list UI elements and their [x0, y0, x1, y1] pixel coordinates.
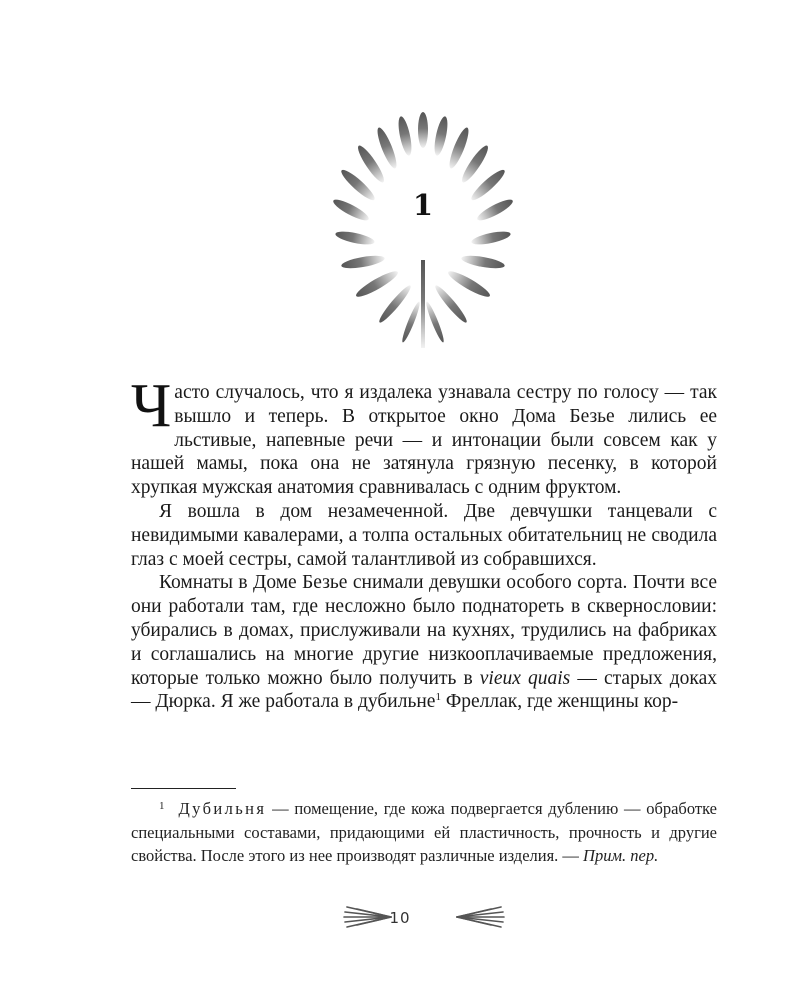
peacock-feather-ornament-icon	[325, 110, 521, 350]
paragraph: Я вошла в дом незамеченной. Две девчушки танцевали с невидимыми кавалерами, а толпа остальных обитательниц не сводила глаз с моей сестры, самой талантливой из собравшихся.	[131, 500, 717, 570]
page-number: 10	[389, 909, 411, 927]
translator-note: Прим. пер.	[583, 846, 659, 865]
footnote-body: — помещение, где кожа подвергается дублению — обработке специальными составами, придающими ей пластичность, прочность и другие свойства. После этого из нее производят различные изделия. —	[131, 799, 717, 865]
fan-ornament-icon	[453, 905, 505, 929]
body-text	[131, 372, 717, 714]
italic-phrase: vieux quais	[479, 667, 571, 689]
footnote	[131, 795, 717, 868]
paragraph-text: Фреллак, где женщины кор-	[440, 691, 679, 713]
paragraph-text: Комнаты в Доме Безье снимали девушки особого сорта. Почти все они работали там, где несложно было поднатореть в сквернословии: убирались в домах, прислуживали на кухнях, трудились на фабриках и соглашались на многие другие низкооплачиваемые предложения, которые только можно было получить в	[131, 572, 717, 689]
footnote-marker: 1	[159, 800, 165, 812]
footnote-text	[131, 795, 717, 868]
paragraph-text: асто случалось, что я издалека узнавала сестру по голосу — так вышло и теперь. В открытое окно Дома Безье лились ее льстивые, напевные речи — и интонации были совсем как у нашей мамы, пока она не затянула грязную песенку, в которой хрупкая мужская анатомия сравнивалась с одним фруктом.	[131, 382, 717, 499]
page-footer	[0, 901, 800, 941]
footnote-divider	[131, 788, 236, 789]
paragraph-text: — старых доках — Дюрка. Я же работала в дубильне	[131, 667, 717, 713]
paragraph	[131, 571, 717, 714]
footnote-reference[interactable]: 1	[435, 691, 441, 704]
paragraph	[131, 372, 717, 500]
footnote-term: Дубильня	[178, 799, 267, 818]
chapter-emblem	[325, 110, 521, 350]
chapter-number: 1	[412, 188, 434, 222]
drop-cap: Ч	[131, 372, 172, 440]
